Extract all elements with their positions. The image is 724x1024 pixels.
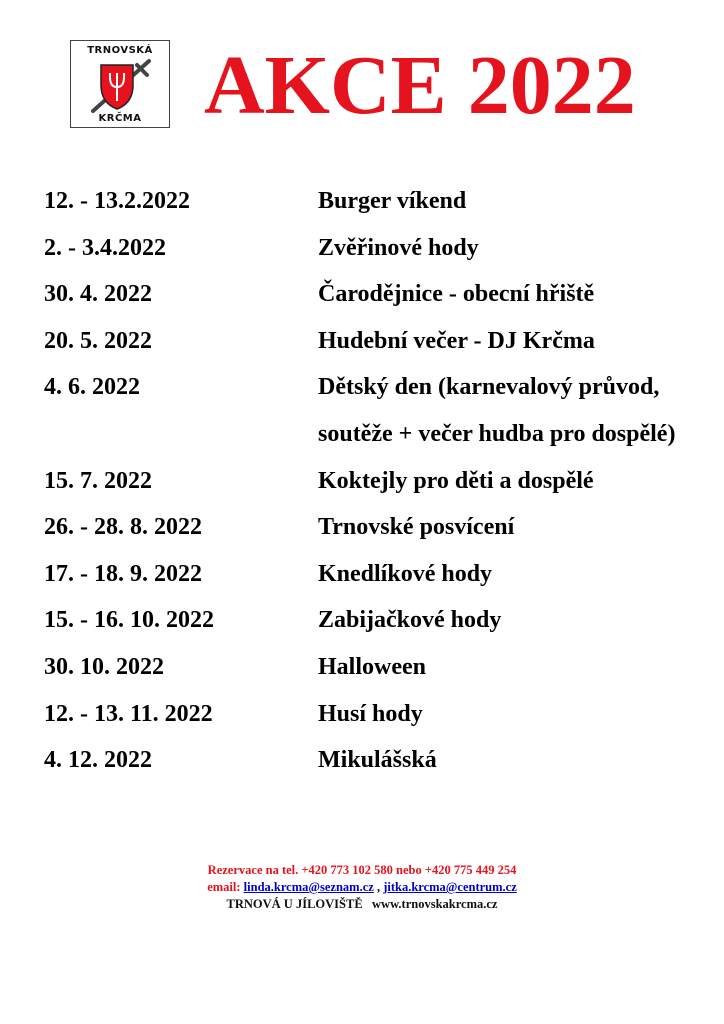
address-text: TRNOVÁ U JÍLOVIŠTĚ [226, 897, 363, 911]
event-date: 30. 4. 2022 [44, 281, 152, 308]
event-name: Trnovské posvícení [318, 514, 515, 541]
shield-sword-icon [87, 57, 155, 113]
event-name: Hudební večer - DJ Krčma [318, 327, 595, 354]
event-date: 12. - 13.2.2022 [44, 188, 190, 214]
email-link-linda[interactable]: linda.krcma@seznam.cz [243, 880, 374, 894]
event-row [44, 504, 684, 551]
event-name: Husí hody [318, 700, 423, 727]
event-row [44, 644, 684, 691]
event-date: 12. - 13. 11. 2022 [44, 700, 213, 727]
email-link-jitka[interactable]: jitka.krcma@centrum.cz [383, 880, 517, 894]
logo-bottom-text: KRČMA [98, 113, 142, 124]
email-separator: , [376, 880, 381, 894]
event-row [44, 458, 684, 505]
logo-top-text: TRNOVSKÁ [87, 45, 153, 56]
event-name: Halloween [318, 653, 426, 680]
event-row [44, 178, 684, 225]
event-name: Zabijačkové hody [318, 607, 502, 634]
event-name: Čarodějnice - obecní hřiště [318, 281, 595, 308]
event-row [44, 691, 684, 738]
event-row [44, 318, 684, 365]
event-date: 20. 5. 2022 [44, 327, 152, 354]
event-name: Dětský den (karnevalový průvod, soutěže + večer hudba pro dospělé) [318, 374, 676, 447]
event-date: 17. - 18. 9. 2022 [44, 560, 202, 587]
event-name: Koktejly pro děti a dospělé [318, 467, 594, 494]
event-date: 4. 6. 2022 [44, 374, 140, 401]
event-row [44, 364, 684, 457]
footer [0, 862, 724, 913]
events-list [44, 178, 684, 784]
email-label: email: [207, 880, 241, 894]
event-date: 30. 10. 2022 [44, 653, 164, 680]
event-row [44, 225, 684, 272]
event-row [44, 271, 684, 318]
event-date: 4. 12. 2022 [44, 747, 152, 774]
logo [70, 40, 170, 128]
event-row [44, 597, 684, 644]
event-row [44, 551, 684, 598]
website-text: www.trnovskakrcma.cz [372, 897, 498, 911]
page-title: AKCE 2022 [204, 39, 636, 132]
event-date: 15. 7. 2022 [44, 467, 152, 494]
address-line [0, 896, 724, 913]
event-name: Mikulášská [318, 747, 437, 774]
event-date: 2. - 3.4.2022 [44, 234, 166, 261]
email-line [0, 879, 724, 896]
event-row [44, 737, 684, 784]
event-date: 26. - 28. 8. 2022 [44, 514, 202, 541]
event-name: Knedlíkové hody [318, 560, 493, 587]
event-name: Zvěřinové hody [318, 234, 479, 261]
event-name: Burger víkend [318, 188, 467, 214]
event-date: 15. - 16. 10. 2022 [44, 607, 214, 634]
reservation-text: Rezervace na tel. +420 773 102 580 nebo +420 775 449 254 [207, 863, 517, 877]
